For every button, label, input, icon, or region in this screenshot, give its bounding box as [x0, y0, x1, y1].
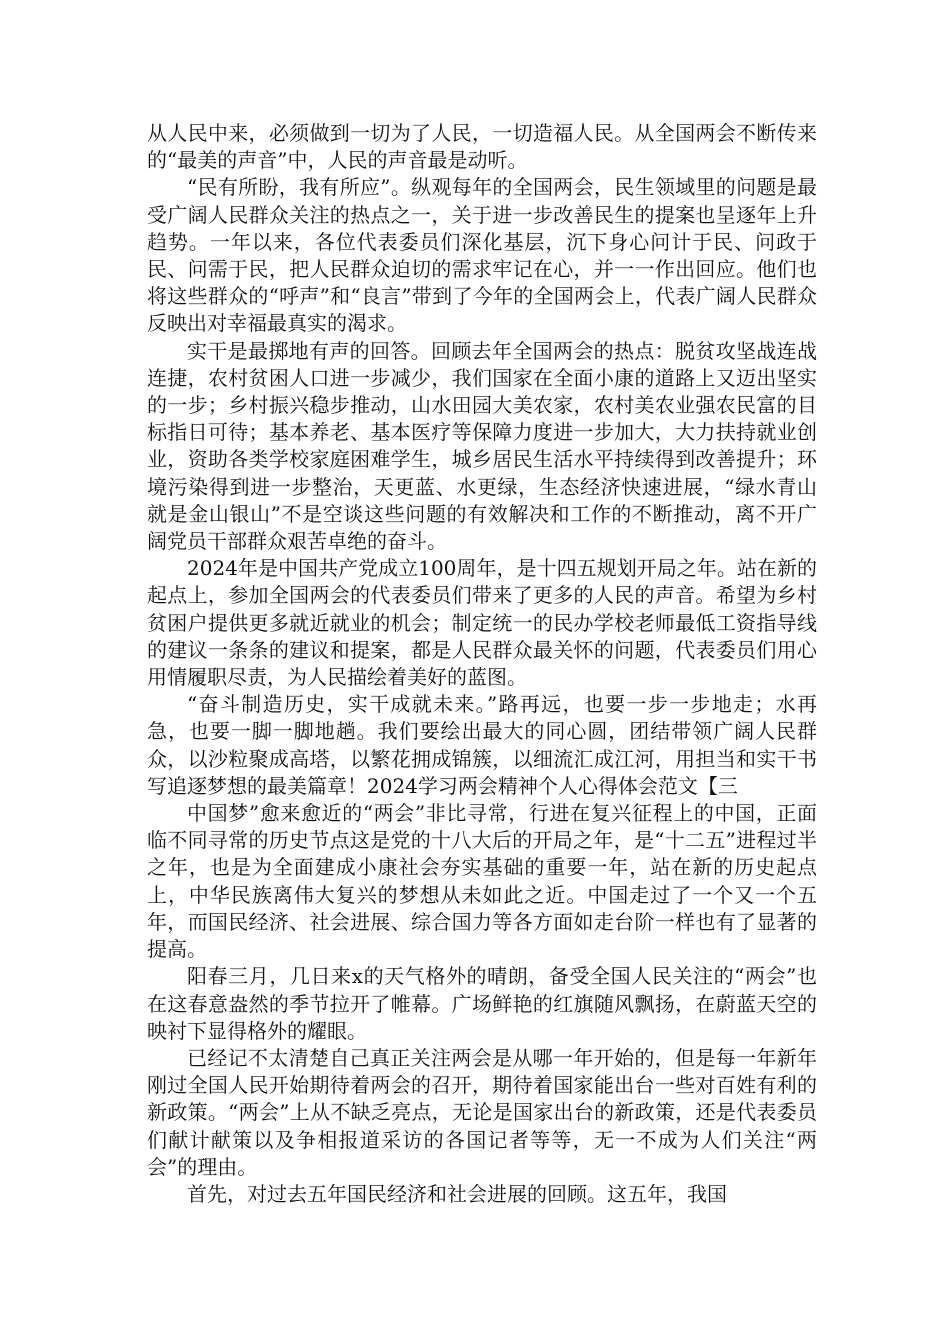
paragraph: “民有所盼，我有所应”。纵观每年的全国两会，民生领域里的问题是最受广阔人民群众关注的热点之一，关于进一步改善民生的提案也呈逐年上升趋势。一年以来，各位代表委员们深化基层，沉下身心问计于民、问政于民、问需于民，把人民群众迫切的需求牢记在心，并一一作出回应。他们也将这些群众的“呼声”和“良言”带到了今年的全国两会上，代表广阔人民群众反映出对幸福最真实的渴求。: [147, 175, 817, 336]
paragraph: 中国梦”愈来愈近的“两会”非比寻常，行进在复兴征程上的中国，正面临不同寻常的历史节点这是党的十八大后的开局之年，是“十二五”进程过半之年，也是为全面建成小康社会夯实基础的重要一年，站在新的历史起点上，中华民族离伟大复兴的梦想从未如此之近。中国走过了一个又一个五年，而国民经济、社会进展、综合国力等各方面如走台阶一样也有了显著的提高。: [147, 801, 817, 962]
paragraph: 首先，对过去五年国民经济和社会进展的回顾。这五年，我国: [187, 1181, 727, 1206]
paragraph: 从人民中来，必须做到一切为了人民，一切造福人民。从全国两会不断传来的“最美的声音”中，人民的声音最是动听。: [147, 121, 817, 173]
paragraph: “奋斗制造历史，实干成就未来。”路再远，也要一步一步地走；水再急，也要一脚一脚地趟。我们要绘出最大的同心圆，团结带领广阔人民群众，以沙粒聚成高塔，以繁花拥成锦簇，以细流汇成江河，用担当和实干书写追逐梦想的最美篇章！2024学习两会精神个人心得体会范文【三: [147, 692, 817, 798]
paragraph: 已经记不太清楚自己真正关注两会是从哪一年开始的，但是每一年新年刚过全国人民开始期待着两会的召开，期待着国家能出台一些对百姓有利的新政策。“两会”上从不缺乏亮点，无论是国家出台的新政策，还是代表委员们献计献策以及争相报道采访的各国记者等等，无一不成为人们关注“两会”的理由。: [147, 1045, 817, 1179]
paragraph: 实干是最掷地有声的回答。回顾去年全国两会的热点：脱贫攻坚战连战连捷，农村贫困人口进一步减少，我们国家在全面小康的道路上又迈出坚实的一步；乡村振兴稳步推动，山水田园大美农家，农村美农业强农民富的目标指日可待；基本养老、基本医疗等保障力度进一步加大，大力扶持就业创业，资助各类学校家庭困难学生，城乡居民生活水平持续得到改善提升；环境污染得到进一步整治，天更蓝、水更绿，生态经济快速进展，“绿水青山就是金山银山”不是空谈这些问题的有效解决和工作的不断推动，离不开广阔党员干部群众艰苦卓绝的奋斗。: [147, 338, 817, 554]
paragraph: 阳春三月，几日来x的天气格外的晴朗，备受全国人民关注的“两会”也在这春意盎然的季节拉开了帷幕。广场鲜艳的红旗随风飘扬，在蔚蓝天空的映衬下显得格外的耀眼。: [147, 964, 817, 1043]
paragraph: 2024年是中国共产党成立100周年，是十四五规划开局之年。站在新的起点上，参加全国两会的代表委员们带来了更多的人民的声音。希望为乡村贫困户提供更多就近就业的机会；制定统一的民办学校老师最低工资指导线的建议一条条的建议和提案，都是人民群众最关怀的问题，代表委员们用心用情履职尽责，为人民描绘着美好的蓝图。: [147, 556, 817, 690]
document-body: [147, 120, 817, 1208]
